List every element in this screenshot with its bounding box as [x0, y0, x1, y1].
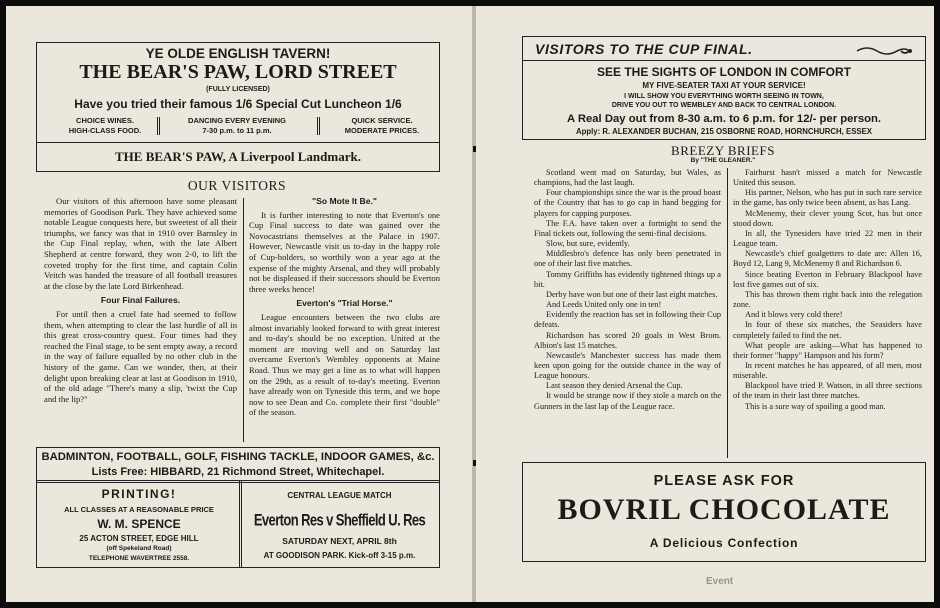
printing-advert [36, 480, 242, 568]
visitors-col2 [249, 194, 440, 444]
tavern-offer: Have you tried their famous 1/6 Special Cut Luncheon 1/6 [74, 97, 402, 111]
visitors-p4: League encounters between the two clubs are almost invariably looked forward to with great interest and to-day's should be no exception. United at the moment are moving well and on Saturday last overcame Everton's Wembley opponents at Maine Road. Thus we may get a line as to what will happen on the 29th, as a result of to-day's meeting. Everton have already won on Tyneside this term, and we hope now to see Dean and Co. complete their first "double" of the season. [249, 311, 440, 418]
sports-line2: Lists Free: HIBBARD, 21 Richmond Street, Whitechapel. [91, 466, 385, 478]
briefs-col1-item-10: Newcastle's Manchester success has made them keen upon going for the outside chance in the way of League honours. [534, 350, 721, 381]
printing-title: PRINTING! [101, 487, 177, 501]
tavern-divider-left [157, 117, 160, 135]
briefs-col1-item-0: Scotland went mad on Saturday, but Wales, as champions, had the last laugh. [534, 168, 721, 188]
briefs-col1-item-4: Middlesbro's defence has only been penetrated in one of their last five matches. [534, 249, 721, 269]
visitors-sub2: "So Mote It Be." [312, 196, 377, 206]
briefs-col1-item-11: Last season they denied Arsenal the Cup. [546, 381, 683, 391]
tavern-footer: THE BEAR'S PAW, A Liverpool Landmark. [115, 149, 361, 164]
tavern-name: THE BEAR'S PAW, LORD STREET [79, 61, 397, 83]
sports-line1: BADMINTON, FOOTBALL, GOLF, FISHING TACKLE, INDOOR GAMES, &c. [41, 451, 435, 463]
printing-address: 25 ACTON STREET, EDGE HILL [79, 534, 199, 543]
briefs-column-rule [727, 168, 728, 458]
briefs-col2-item-11: Blackpool have tried P. Watson, in all three sections of the team in their last three matches. [733, 381, 922, 401]
taxi-rule [523, 60, 925, 61]
taxi-title: VISITORS TO THE CUP FINAL. [535, 41, 753, 57]
tavern-advert [36, 42, 440, 172]
visitors-p3: It is further interesting to note that Everton's one Cup Final success to date was gained over the Novocastrians themselves at the Palace in 1907. However, Newcastle visit us to-day in the happy role of Cup-holders, so worthily won a year ago at the expense of the mighty Arsenal, and they will probably not be displeased if their successors should be Everton three weeks hence! [249, 209, 440, 294]
taxi-line1: SEE THE SIGHTS OF LONDON IN COMFORT [596, 65, 851, 79]
taxi-advert [522, 36, 926, 140]
left-page [6, 6, 472, 602]
visitors-title: OUR VISITORS [187, 178, 287, 193]
briefs-col2 [733, 168, 922, 462]
briefs-col1-item-6: Derby have won but one of their last eight matches. [546, 289, 718, 299]
taxi-line5: A Real Day out from 8-30 a.m. to 6 p.m. for 12/- per person. [566, 113, 882, 125]
bottom-partial-text: Event [706, 576, 734, 587]
visitors-p2: For until then a cruel fate had seemed to follow them, when attempting to clear the last hurdle of all in this great cross-country quest. Four times had they reached the Final stage, to be sent empty away, a record in the way of failure equalled by no other club in the history of the game. Can we wonder, then, at their delight upon breaking clear at last at Goodison in 1910, of the old adage "There's many a slip, 'twixt the Cup and the lip?" [44, 308, 237, 404]
briefs-col2-item-12: This is a sure way of spoiling a good man. [745, 401, 886, 411]
visitors-sub3: Everton's "Trial Horse." [296, 298, 393, 309]
briefs-col1-item-1: Four championships since the war is the proud boast of the Country that has to go cap in hand begging for players for capping purposes. [534, 188, 721, 218]
tavern-col3-line2: MODERATE PRICES. [344, 126, 420, 135]
bovril-ask: PLEASE ASK FOR [653, 473, 795, 489]
briefs-col2-item-0: Fairhurst hasn't missed a match for Newcastle United this season. [733, 168, 922, 188]
briefs-col1-item-2: The F.A. have taken over a fortnight to send the Final tickets out, following the semi-final decisions. [534, 218, 721, 238]
briefs-col1-item-12: It would be strange now if they stole a march on the Gunners in the last lap of the League race. [534, 391, 721, 411]
tavern-col2 [177, 116, 297, 136]
briefs-col1-item-5: Tommy Griffiths has evidently tightened things up a bit. [534, 269, 721, 289]
briefs-col1-item-7: And Leeds United only one in ten! [546, 300, 662, 310]
tavern-heading: YE OLDE ENGLISH TAVERN! [145, 46, 331, 61]
taxi-line3: I WILL SHOW YOU EVERYTHING WORTH SEEING IN TOWN, [624, 93, 824, 100]
sports-advert [36, 447, 440, 483]
tavern-col1 [55, 116, 155, 136]
visitors-sub1: Four Final Failures. [100, 295, 181, 306]
briefs-col2-item-9: What people are asking—What has happened to their former "happy" Hampson and his form? [733, 340, 922, 360]
central-venue: AT GOODISON PARK. Kick-off 3-15 p.m. [263, 551, 416, 560]
visitors-p1: Our visitors of this afternoon have some pleasant memories of Goodison Park. They have achieved some notable League conquests here, but sweetest of all their triumphs, we fancy was that in 1910 over Barnsley in the Cup Final replay, when, with the late Albert Shepherd at centre forward, they won 2-0, to lift the coveted trophy for the first time, and captain Colin Veitch was handed the treasure of all football treasures at the close by the late Lord Birkenhead. [44, 196, 237, 291]
taxi-line2: MY FIVE-SEATER TAXI AT YOUR SERVICE! [642, 81, 806, 90]
programme-spread [6, 6, 934, 602]
printing-name: W. M. SPENCE [97, 517, 181, 531]
briefs-col2-item-8: In four of these six matches, the Seasiders have completely failed to find the net. [733, 320, 922, 340]
briefs-col2-item-7: And it blows very cold there! [745, 310, 843, 320]
briefs-col2-item-5: Since beating Everton in February Blackpool have lost five games out of six. [733, 269, 922, 289]
taxi-line4: DRIVE YOU OUT TO WEMBLEY AND BACK TO CENTRAL LONDON. [611, 102, 837, 109]
right-page [476, 6, 934, 602]
briefs-col1 [534, 168, 721, 462]
bovril-brand: BOVRIL CHOCOLATE [557, 493, 891, 526]
briefs-byline: By "THE GLEANER." [690, 157, 756, 164]
central-league-advert [239, 480, 440, 568]
briefs-col1-item-3: Slow, but sure, evidently. [546, 239, 630, 249]
taxi-line6: Apply: R. ALEXANDER BUCHAN, 215 OSBORNE ROAD, HORNCHURCH, ESSEX [575, 127, 873, 136]
briefs-col2-item-10: In recent matches he has appeared, of all men, most miserable. [733, 360, 922, 381]
central-date: SATURDAY NEXT, APRIL 8th [282, 536, 397, 546]
tavern-rule [37, 142, 439, 143]
visitors-col1 [44, 196, 237, 444]
briefs-col1-item-9: Richardson has scored 20 goals in West Brom. Albion's last 15 matches. [534, 330, 721, 350]
printing-line1: ALL CLASSES AT A REASONABLE PRICE [64, 505, 214, 514]
tavern-col2-line2: 7-30 p.m. to 11 p.m. [202, 126, 272, 135]
briefs-col2-item-3: In all, the Tynesiders have tried 22 men in their League team. [733, 228, 922, 249]
central-title: CENTRAL LEAGUE MATCH [287, 491, 392, 500]
briefs-col2-item-2: McMenemy, their clever young Scot, has but once stood down. [733, 208, 922, 228]
briefs-col2-item-6: This has thrown them right back into the relegation zone. [733, 289, 922, 310]
visitors-column-rule [243, 198, 244, 442]
tavern-col3-line1: QUICK SERVICE. [351, 116, 413, 125]
tavern-col1-line1: CHOICE WINES. [76, 116, 134, 125]
tavern-licence: (FULLY LICENSED) [206, 86, 270, 93]
briefs-title: BREEZY BRIEFS [671, 143, 775, 158]
briefs-col1-item-8: Evidently the reaction has set in following their Cup defeats. [534, 310, 721, 330]
briefs-col2-item-1: His partner, Nelson, who has put in such rare service in the game, has only twice been absent, as has Lang. [733, 188, 922, 208]
bovril-advert [522, 462, 926, 562]
tavern-col2-line1: DANCING EVERY EVENING [188, 116, 286, 125]
tavern-divider-right [317, 117, 320, 135]
tavern-col3 [327, 116, 437, 136]
bovril-tagline: A Delicious Confection [649, 536, 799, 550]
briefs-col2-item-4: Newcastle's chief goalgetters to date are: Allen 16, Boyd 12, Lang 9, McMenemy 8 and Richardson 6. [733, 249, 922, 269]
printing-address2: (off Spekeland Road) [106, 545, 172, 552]
flourish-icon [855, 45, 915, 57]
tavern-col1-line2: HIGH-CLASS FOOD. [68, 126, 142, 135]
printing-phone: TELEPHONE WAVERTREE 2558. [88, 555, 190, 562]
central-match: Everton Res v Sheffield U. Res [253, 509, 426, 530]
